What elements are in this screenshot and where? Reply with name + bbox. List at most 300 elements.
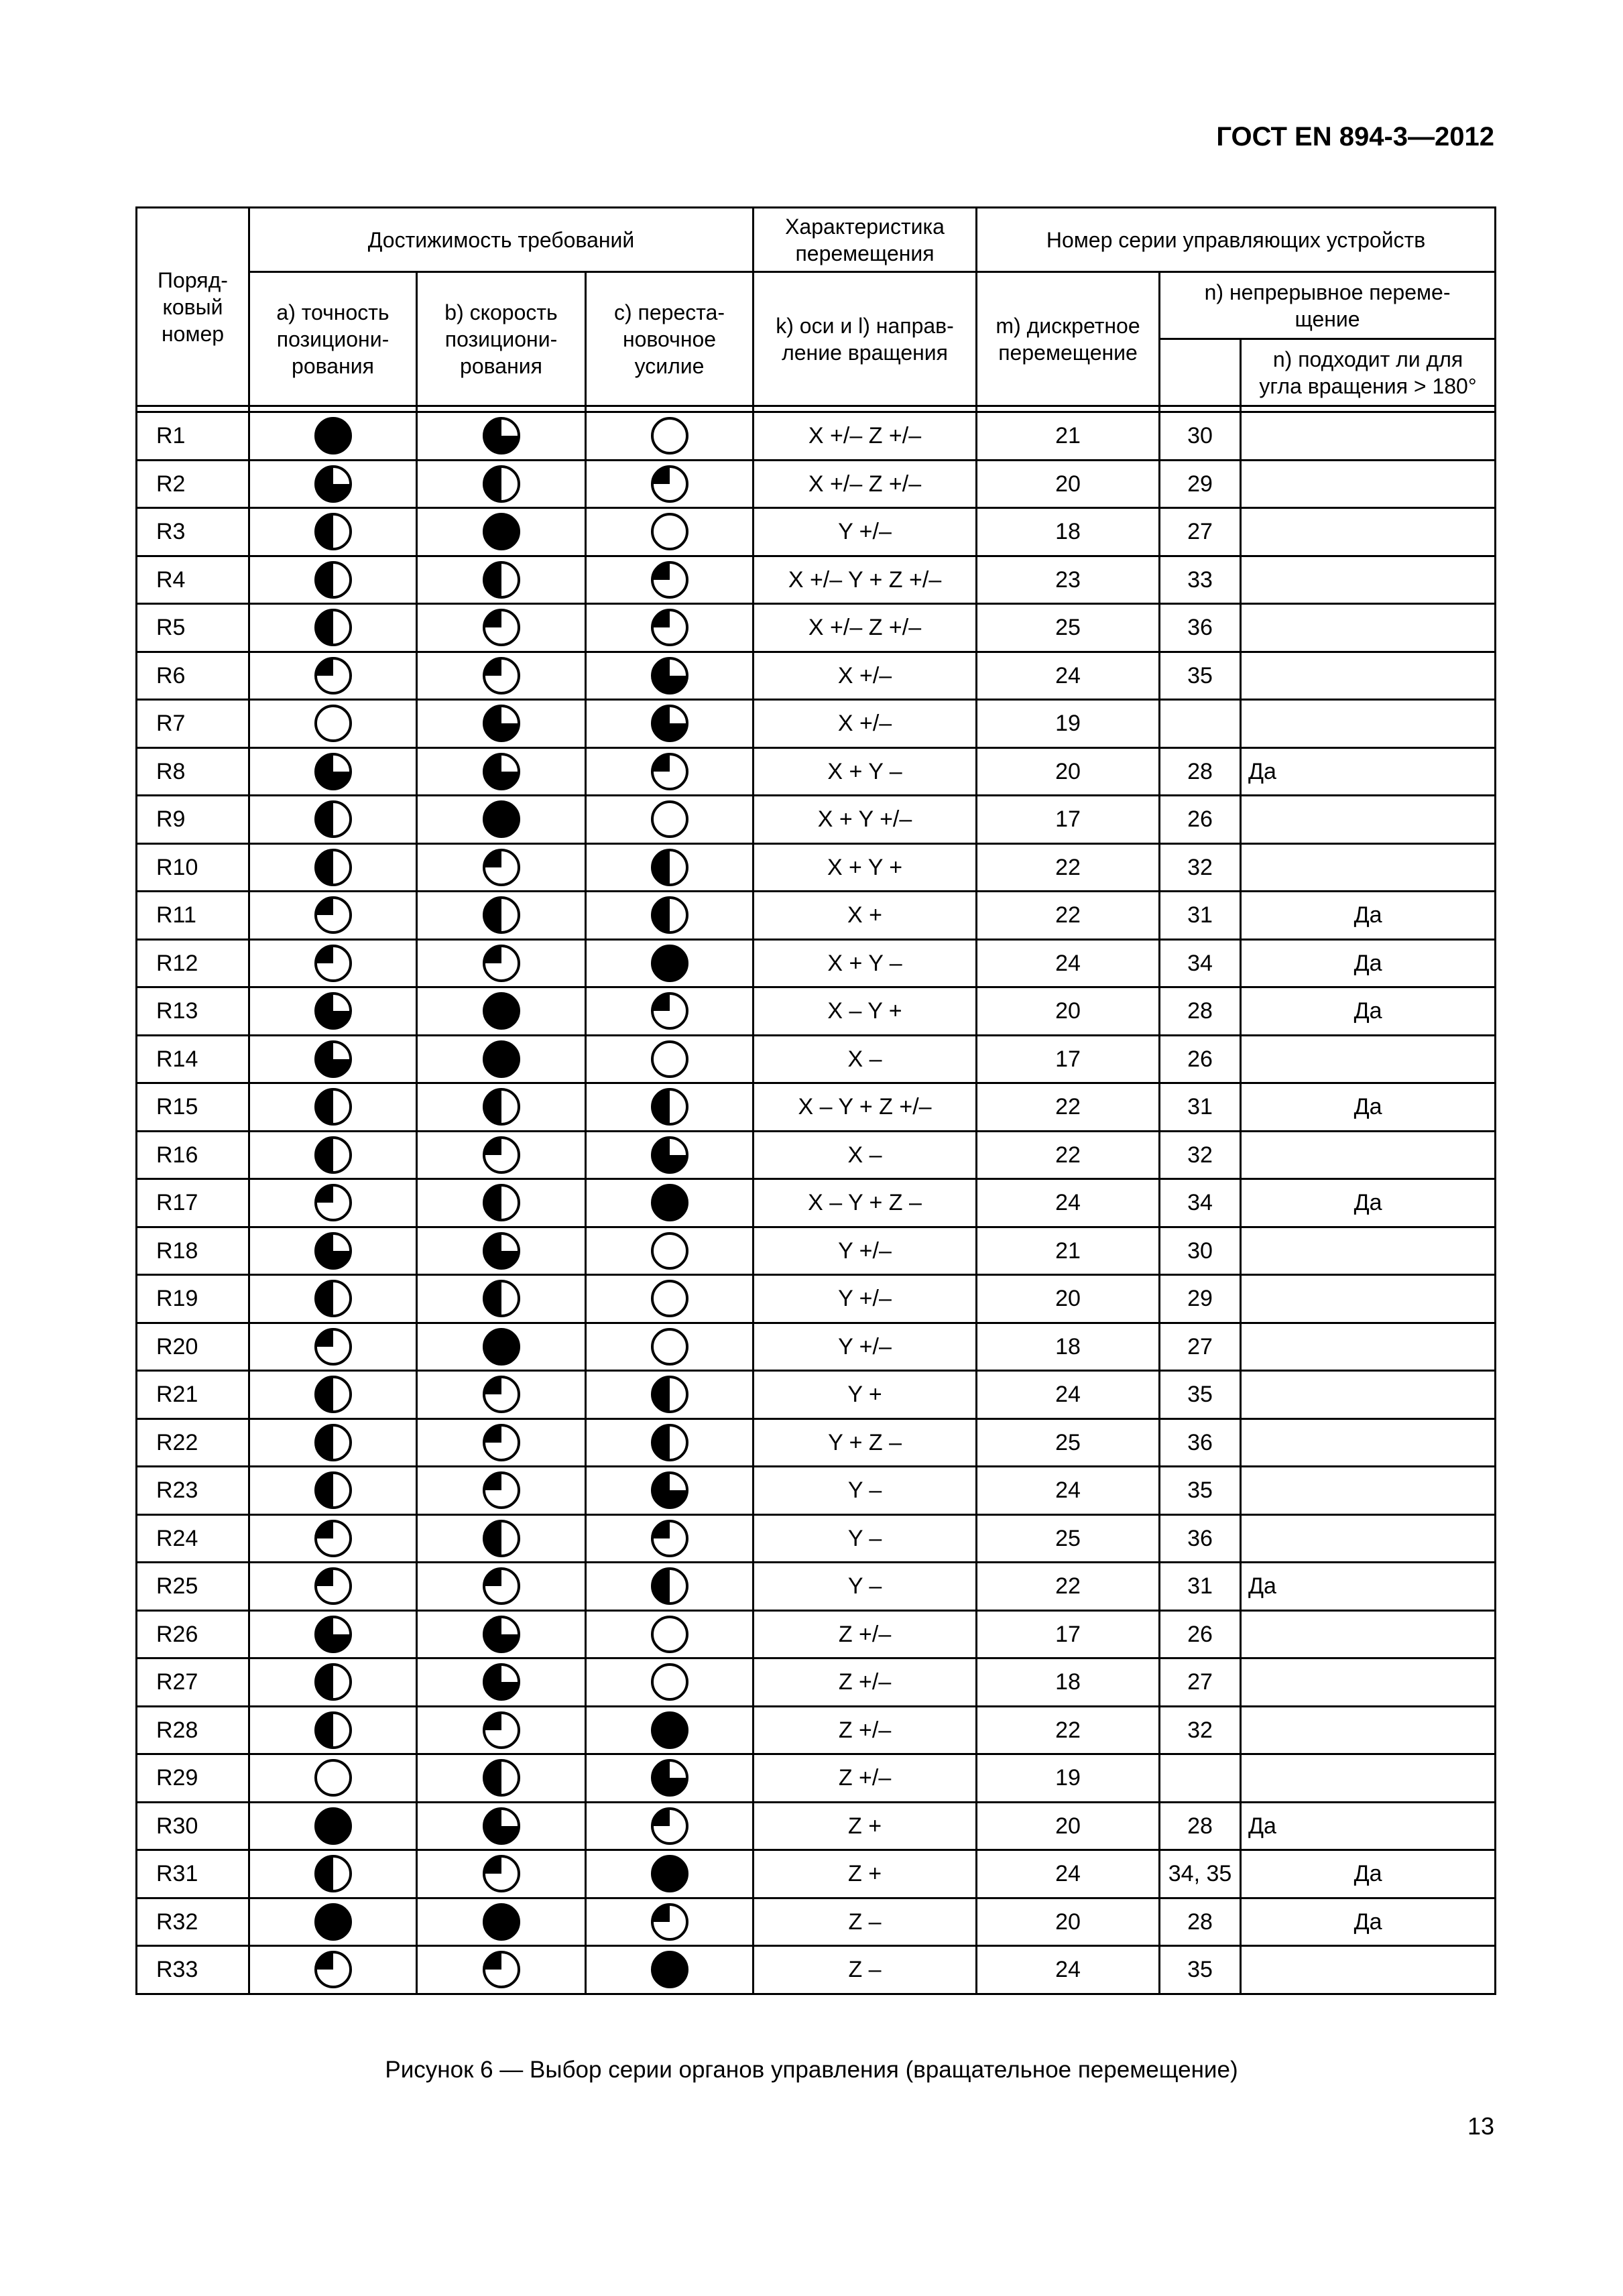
half-filled-circle-icon	[312, 1086, 354, 1128]
full-filled-circle-icon	[481, 1326, 522, 1368]
quarter-filled-circle-icon	[649, 463, 690, 505]
rotation-suitable-cell	[1241, 604, 1496, 652]
n-cell: 28	[1160, 1802, 1241, 1850]
empty-circle-icon	[649, 511, 690, 552]
m-cell: 18	[977, 1323, 1160, 1371]
m-cell: 20	[977, 1802, 1160, 1850]
symbol-cell-b	[417, 1563, 586, 1611]
symbol-cell-a	[249, 892, 417, 940]
symbol-cell-b	[417, 1754, 586, 1803]
symbol-cell-b	[417, 460, 586, 508]
three-quarter-filled-circle-icon	[312, 990, 354, 1032]
axis-cell: X +/–	[754, 700, 977, 748]
half-filled-circle-icon	[481, 463, 522, 505]
symbol-cell-c	[586, 1706, 754, 1754]
row-id-cell: R32	[137, 1898, 249, 1946]
half-filled-circle-icon	[481, 894, 522, 936]
quarter-filled-circle-icon	[312, 894, 354, 936]
n-cell: 30	[1160, 1227, 1241, 1275]
table-row	[137, 412, 1496, 461]
symbol-cell-a	[249, 1371, 417, 1419]
header-movement: Характеристика перемещения	[754, 208, 977, 272]
symbol-cell-c	[586, 892, 754, 940]
symbol-cell-c	[586, 1658, 754, 1707]
controls-selection-table-wrap	[135, 206, 1494, 1995]
quarter-filled-circle-icon	[312, 1565, 354, 1607]
empty-circle-icon	[649, 415, 690, 457]
n-cell: 36	[1160, 1514, 1241, 1563]
symbol-cell-a	[249, 1227, 417, 1275]
n-cell: 27	[1160, 1323, 1241, 1371]
symbol-cell-b	[417, 1706, 586, 1754]
half-filled-circle-icon	[312, 559, 354, 601]
symbol-cell-c	[586, 700, 754, 748]
n-cell: 26	[1160, 1035, 1241, 1083]
symbol-cell-a	[249, 556, 417, 604]
table-row	[137, 1610, 1496, 1658]
symbol-cell-b	[417, 1658, 586, 1707]
axis-cell: Z +/–	[754, 1706, 977, 1754]
header-col-a: а) точность позициони- рования	[249, 272, 417, 406]
m-cell: 20	[977, 1275, 1160, 1323]
symbol-cell-a	[249, 987, 417, 1036]
symbol-cell-c	[586, 1227, 754, 1275]
n-cell: 35	[1160, 1946, 1241, 1994]
table-row	[137, 1418, 1496, 1467]
m-cell: 18	[977, 1658, 1160, 1707]
symbol-cell-b	[417, 556, 586, 604]
n-cell: 35	[1160, 1467, 1241, 1515]
half-filled-circle-icon	[312, 1469, 354, 1511]
full-filled-circle-icon	[649, 1709, 690, 1751]
header-col-kl: k) оси и l) направ- ление вращения	[754, 272, 977, 406]
rotation-suitable-cell	[1241, 796, 1496, 844]
n-cell: 32	[1160, 843, 1241, 892]
n-cell: 32	[1160, 1706, 1241, 1754]
quarter-filled-circle-icon	[312, 655, 354, 697]
m-cell: 22	[977, 1131, 1160, 1179]
m-cell: 24	[977, 1371, 1160, 1419]
symbol-cell-a	[249, 1658, 417, 1707]
rotation-suitable-cell: Да	[1241, 1850, 1496, 1898]
table-row	[137, 1658, 1496, 1707]
symbol-cell-a	[249, 843, 417, 892]
m-cell: 17	[977, 1035, 1160, 1083]
symbol-cell-b	[417, 1371, 586, 1419]
half-filled-circle-icon	[481, 559, 522, 601]
half-filled-circle-icon	[312, 511, 354, 552]
table-row	[137, 460, 1496, 508]
rotation-suitable-cell	[1241, 1754, 1496, 1803]
quarter-filled-circle-icon	[649, 1805, 690, 1847]
row-id-cell: R9	[137, 796, 249, 844]
n-cell: 28	[1160, 1898, 1241, 1946]
half-filled-circle-icon	[312, 1134, 354, 1176]
header-separator	[137, 406, 1496, 412]
symbol-cell-b	[417, 1850, 586, 1898]
n-cell: 36	[1160, 1418, 1241, 1467]
symbol-cell-c	[586, 1131, 754, 1179]
symbol-cell-b	[417, 1418, 586, 1467]
symbol-cell-b	[417, 843, 586, 892]
header-col-c: с) переста- новочное усилие	[586, 272, 754, 406]
header-col-n-number	[1160, 339, 1241, 406]
n-cell: 27	[1160, 508, 1241, 556]
axis-cell: Y –	[754, 1467, 977, 1515]
axis-cell: Y +/–	[754, 508, 977, 556]
symbol-cell-a	[249, 508, 417, 556]
m-cell: 22	[977, 1083, 1160, 1132]
symbol-cell-c	[586, 508, 754, 556]
symbol-cell-b	[417, 892, 586, 940]
m-cell: 24	[977, 1179, 1160, 1227]
symbol-cell-b	[417, 747, 586, 796]
three-quarter-filled-circle-icon	[312, 1038, 354, 1080]
symbol-cell-a	[249, 1754, 417, 1803]
quarter-filled-circle-icon	[312, 1949, 354, 1990]
full-filled-circle-icon	[649, 943, 690, 984]
axis-cell: X +/– Y + Z +/–	[754, 556, 977, 604]
half-filled-circle-icon	[312, 847, 354, 888]
symbol-cell-a	[249, 1467, 417, 1515]
full-filled-circle-icon	[649, 1182, 690, 1223]
symbol-cell-c	[586, 987, 754, 1036]
symbol-cell-c	[586, 1754, 754, 1803]
axis-cell: X + Y +	[754, 843, 977, 892]
rotation-suitable-cell	[1241, 1371, 1496, 1419]
symbol-cell-a	[249, 796, 417, 844]
row-id-cell: R21	[137, 1371, 249, 1419]
quarter-filled-circle-icon	[649, 1518, 690, 1559]
symbol-cell-a	[249, 1323, 417, 1371]
rotation-suitable-cell: Да	[1241, 1083, 1496, 1132]
symbol-cell-c	[586, 747, 754, 796]
controls-selection-table	[135, 206, 1496, 1995]
table-row	[137, 747, 1496, 796]
half-filled-circle-icon	[481, 1182, 522, 1223]
m-cell: 19	[977, 700, 1160, 748]
row-id-cell: R12	[137, 939, 249, 987]
symbol-cell-c	[586, 1323, 754, 1371]
symbol-cell-a	[249, 1275, 417, 1323]
rotation-suitable-cell: Да	[1241, 892, 1496, 940]
three-quarter-filled-circle-icon	[649, 655, 690, 697]
table-row	[137, 796, 1496, 844]
symbol-cell-a	[249, 1083, 417, 1132]
quarter-filled-circle-icon	[312, 1182, 354, 1223]
row-id-cell: R15	[137, 1083, 249, 1132]
symbol-cell-a	[249, 1850, 417, 1898]
rotation-suitable-cell	[1241, 1035, 1496, 1083]
row-id-cell: R7	[137, 700, 249, 748]
row-id-cell: R17	[137, 1179, 249, 1227]
three-quarter-filled-circle-icon	[649, 1469, 690, 1511]
m-cell: 22	[977, 1563, 1160, 1611]
symbol-cell-b	[417, 1179, 586, 1227]
three-quarter-filled-circle-icon	[481, 751, 522, 792]
half-filled-circle-icon	[649, 894, 690, 936]
header-row-number: Поряд- ковый номер	[137, 208, 249, 406]
half-filled-circle-icon	[649, 1086, 690, 1128]
row-id-cell: R14	[137, 1035, 249, 1083]
three-quarter-filled-circle-icon	[649, 1134, 690, 1176]
rotation-suitable-cell	[1241, 1610, 1496, 1658]
axis-cell: Y –	[754, 1514, 977, 1563]
header-col-b: b) скорость позициони- рования	[417, 272, 586, 406]
row-id-cell: R22	[137, 1418, 249, 1467]
n-cell: 31	[1160, 1083, 1241, 1132]
m-cell: 20	[977, 747, 1160, 796]
quarter-filled-circle-icon	[312, 1326, 354, 1368]
empty-circle-icon	[649, 1661, 690, 1703]
empty-circle-icon	[649, 1038, 690, 1080]
rotation-suitable-cell	[1241, 652, 1496, 700]
n-cell: 31	[1160, 892, 1241, 940]
symbol-cell-b	[417, 1946, 586, 1994]
symbol-cell-c	[586, 939, 754, 987]
table-row	[137, 1227, 1496, 1275]
symbol-cell-c	[586, 1275, 754, 1323]
n-cell: 30	[1160, 412, 1241, 461]
symbol-cell-a	[249, 700, 417, 748]
quarter-filled-circle-icon	[481, 655, 522, 697]
quarter-filled-circle-icon	[312, 1518, 354, 1559]
half-filled-circle-icon	[481, 1518, 522, 1559]
axis-cell: X – Y + Z –	[754, 1179, 977, 1227]
symbol-cell-a	[249, 1898, 417, 1946]
symbol-cell-b	[417, 1131, 586, 1179]
three-quarter-filled-circle-icon	[312, 751, 354, 792]
three-quarter-filled-circle-icon	[481, 1614, 522, 1655]
m-cell: 18	[977, 508, 1160, 556]
full-filled-circle-icon	[649, 1949, 690, 1990]
half-filled-circle-icon	[481, 1086, 522, 1128]
rotation-suitable-cell	[1241, 1418, 1496, 1467]
symbol-cell-c	[586, 460, 754, 508]
symbol-cell-a	[249, 460, 417, 508]
n-cell: 36	[1160, 604, 1241, 652]
full-filled-circle-icon	[481, 1901, 522, 1943]
half-filled-circle-icon	[312, 1374, 354, 1415]
row-id-cell: R23	[137, 1467, 249, 1515]
n-cell: 34	[1160, 1179, 1241, 1227]
symbol-cell-b	[417, 939, 586, 987]
symbol-cell-b	[417, 700, 586, 748]
rotation-suitable-cell: Да	[1241, 1898, 1496, 1946]
symbol-cell-a	[249, 1418, 417, 1467]
row-id-cell: R27	[137, 1658, 249, 1707]
quarter-filled-circle-icon	[481, 1709, 522, 1751]
rotation-suitable-cell	[1241, 1514, 1496, 1563]
row-id-cell: R10	[137, 843, 249, 892]
axis-cell: X +/– Z +/–	[754, 412, 977, 461]
row-id-cell: R5	[137, 604, 249, 652]
row-id-cell: R26	[137, 1610, 249, 1658]
quarter-filled-circle-icon	[481, 1565, 522, 1607]
table-body	[137, 412, 1496, 1994]
half-filled-circle-icon	[312, 1709, 354, 1751]
table-row	[137, 556, 1496, 604]
table-row	[137, 1371, 1496, 1419]
symbol-cell-b	[417, 1323, 586, 1371]
header-col-m: m) дискретное перемещение	[977, 272, 1160, 406]
symbol-cell-c	[586, 1610, 754, 1658]
rotation-suitable-cell: Да	[1241, 987, 1496, 1036]
empty-circle-icon	[312, 703, 354, 744]
symbol-cell-a	[249, 1946, 417, 1994]
rotation-suitable-cell	[1241, 1131, 1496, 1179]
table-row	[137, 843, 1496, 892]
symbol-cell-b	[417, 508, 586, 556]
half-filled-circle-icon	[481, 1757, 522, 1799]
row-id-cell: R19	[137, 1275, 249, 1323]
table-row	[137, 1131, 1496, 1179]
three-quarter-filled-circle-icon	[481, 1805, 522, 1847]
table-row	[137, 987, 1496, 1036]
empty-circle-icon	[649, 1278, 690, 1319]
half-filled-circle-icon	[312, 798, 354, 840]
empty-circle-icon	[649, 1614, 690, 1655]
rotation-suitable-cell	[1241, 1706, 1496, 1754]
half-filled-circle-icon	[312, 1422, 354, 1463]
half-filled-circle-icon	[649, 847, 690, 888]
quarter-filled-circle-icon	[649, 990, 690, 1032]
symbol-cell-a	[249, 1610, 417, 1658]
row-id-cell: R29	[137, 1754, 249, 1803]
header-achievability: Достижимость требований	[249, 208, 754, 272]
empty-circle-icon	[649, 1230, 690, 1272]
rotation-suitable-cell	[1241, 556, 1496, 604]
symbol-cell-b	[417, 796, 586, 844]
three-quarter-filled-circle-icon	[312, 463, 354, 505]
rotation-suitable-cell	[1241, 412, 1496, 461]
symbol-cell-c	[586, 843, 754, 892]
half-filled-circle-icon	[312, 1853, 354, 1894]
symbol-cell-c	[586, 1467, 754, 1515]
empty-circle-icon	[649, 1326, 690, 1368]
table-row	[137, 508, 1496, 556]
quarter-filled-circle-icon	[649, 607, 690, 648]
row-id-cell: R4	[137, 556, 249, 604]
header-col-n: n) непрерывное переме- щение	[1160, 272, 1496, 339]
axis-cell: Z –	[754, 1898, 977, 1946]
page-number: 13	[1467, 2112, 1494, 2140]
m-cell: 22	[977, 843, 1160, 892]
symbol-cell-b	[417, 987, 586, 1036]
n-cell: 35	[1160, 1371, 1241, 1419]
m-cell: 24	[977, 1946, 1160, 1994]
table-row	[137, 1467, 1496, 1515]
table-row	[137, 1323, 1496, 1371]
axis-cell: Y +/–	[754, 1323, 977, 1371]
m-cell: 22	[977, 1706, 1160, 1754]
table-row	[137, 1083, 1496, 1132]
symbol-cell-c	[586, 412, 754, 461]
row-id-cell: R2	[137, 460, 249, 508]
table-row	[137, 652, 1496, 700]
n-cell: 27	[1160, 1658, 1241, 1707]
rotation-suitable-cell: Да	[1241, 1802, 1496, 1850]
empty-circle-icon	[312, 1757, 354, 1799]
quarter-filled-circle-icon	[481, 847, 522, 888]
table-row	[137, 892, 1496, 940]
rotation-suitable-cell	[1241, 508, 1496, 556]
symbol-cell-a	[249, 747, 417, 796]
full-filled-circle-icon	[312, 1901, 354, 1943]
symbol-cell-c	[586, 1946, 754, 1994]
axis-cell: Z –	[754, 1946, 977, 1994]
quarter-filled-circle-icon	[481, 1374, 522, 1415]
quarter-filled-circle-icon	[481, 1134, 522, 1176]
quarter-filled-circle-icon	[481, 1422, 522, 1463]
n-cell: 28	[1160, 987, 1241, 1036]
m-cell: 23	[977, 556, 1160, 604]
three-quarter-filled-circle-icon	[649, 1757, 690, 1799]
n-cell: 26	[1160, 1610, 1241, 1658]
three-quarter-filled-circle-icon	[481, 415, 522, 457]
table-row	[137, 1850, 1496, 1898]
rotation-suitable-cell: Да	[1241, 1563, 1496, 1611]
quarter-filled-circle-icon	[481, 1949, 522, 1990]
symbol-cell-b	[417, 1227, 586, 1275]
full-filled-circle-icon	[481, 511, 522, 552]
rotation-suitable-cell	[1241, 700, 1496, 748]
row-id-cell: R1	[137, 412, 249, 461]
three-quarter-filled-circle-icon	[649, 703, 690, 744]
rotation-suitable-cell: Да	[1241, 1179, 1496, 1227]
axis-cell: X +	[754, 892, 977, 940]
empty-circle-icon	[649, 798, 690, 840]
row-id-cell: R25	[137, 1563, 249, 1611]
m-cell: 17	[977, 1610, 1160, 1658]
symbol-cell-b	[417, 1035, 586, 1083]
table-row	[137, 700, 1496, 748]
symbol-cell-a	[249, 652, 417, 700]
half-filled-circle-icon	[649, 1374, 690, 1415]
rotation-suitable-cell	[1241, 1323, 1496, 1371]
table-row	[137, 1706, 1496, 1754]
figure-caption: Рисунок 6 — Выбор серии органов управления (вращательное перемещение)	[385, 2057, 1238, 2083]
half-filled-circle-icon	[649, 1565, 690, 1607]
symbol-cell-a	[249, 1514, 417, 1563]
three-quarter-filled-circle-icon	[312, 1230, 354, 1272]
symbol-cell-c	[586, 796, 754, 844]
m-cell: 24	[977, 939, 1160, 987]
quarter-filled-circle-icon	[312, 943, 354, 984]
symbol-cell-c	[586, 1850, 754, 1898]
half-filled-circle-icon	[312, 1661, 354, 1703]
n-cell: 34, 35	[1160, 1850, 1241, 1898]
quarter-filled-circle-icon	[649, 559, 690, 601]
full-filled-circle-icon	[312, 1805, 354, 1847]
row-id-cell: R33	[137, 1946, 249, 1994]
axis-cell: X –	[754, 1131, 977, 1179]
m-cell: 21	[977, 1227, 1160, 1275]
m-cell: 25	[977, 604, 1160, 652]
axis-cell: Z +/–	[754, 1658, 977, 1707]
table-row	[137, 604, 1496, 652]
row-id-cell: R20	[137, 1323, 249, 1371]
table-row	[137, 1275, 1496, 1323]
axis-cell: X +/–	[754, 652, 977, 700]
symbol-cell-c	[586, 1802, 754, 1850]
quarter-filled-circle-icon	[481, 1853, 522, 1894]
m-cell: 22	[977, 892, 1160, 940]
m-cell: 24	[977, 1467, 1160, 1515]
symbol-cell-b	[417, 1610, 586, 1658]
row-id-cell: R28	[137, 1706, 249, 1754]
header-series: Номер серии управляющих устройств	[977, 208, 1496, 272]
